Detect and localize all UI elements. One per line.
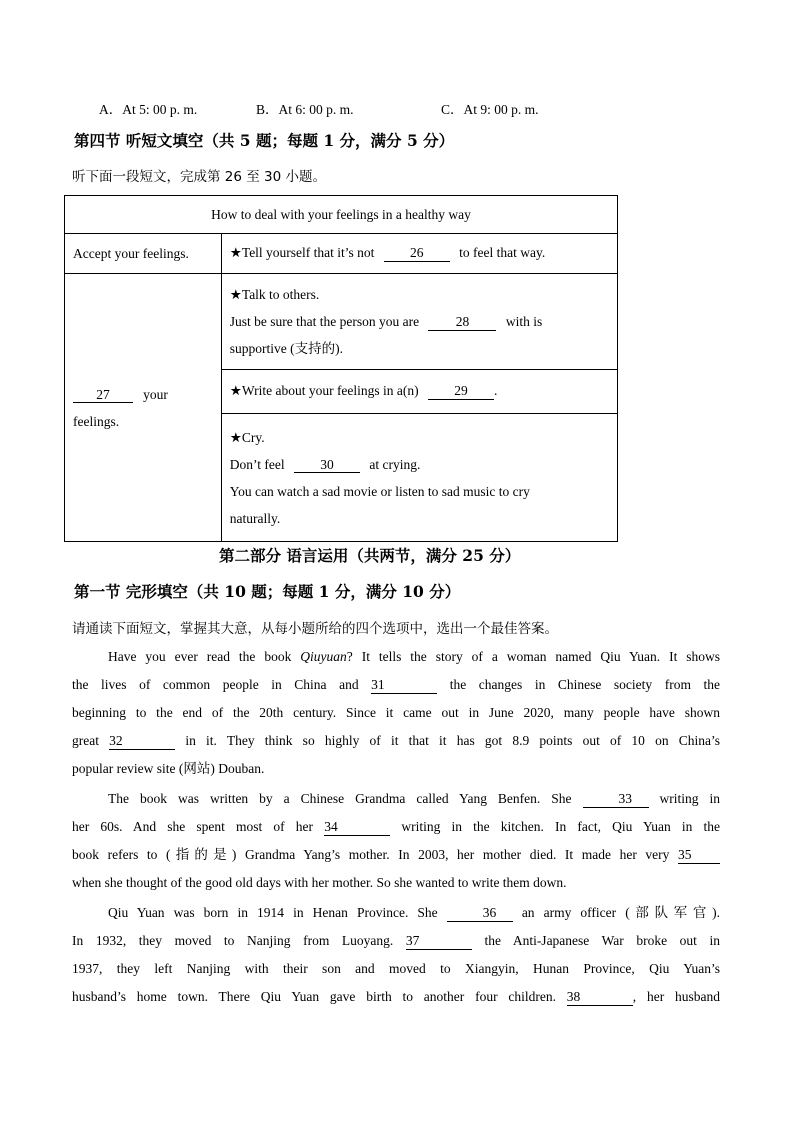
cry-line4: naturally. [229,510,281,526]
passage-line: The book was written by a Chinese Grandma called Yang Benfen. She 33 writing in [108,791,721,806]
table-cell-write [221,370,617,414]
cry-line3: You can watch a sad movie or listen to sad music to cry [229,483,530,499]
passage-line: great 32 in it. They think so highly of it that it has got 8.9 points out of 10 on China’s [72,733,721,748]
passage-line: husband’s home town. There Qiu Yuan gave birth to another four children. 38 , her husband [72,989,721,1004]
passage [72,643,720,1011]
part2-heading: 第二部分 语言运用（共两节，满分 25 分） [219,546,521,565]
tell-text: ★Tell yourself that it’s not [229,245,375,261]
passage-line: In 1932, they moved to Nanjing from Luoyang. 37 the Anti-Japanese War broke out in [72,933,721,948]
passage-line: when she thought of the good old days with her mother. So she wanted to write them down. [72,875,567,890]
tell-text-end: to feel that way. [459,245,546,261]
passage-line: Qiu Yuan was born in 1914 in Henan Province. She 36 an army officer (部队军官). [108,905,721,920]
write-period: . [494,383,498,399]
cry-title: ★Cry. [229,429,265,445]
cry-line2-end: at crying. [369,456,421,472]
blank-36: 36 [447,906,513,922]
section-heading-cloze: 第一节 完形填空（共 10 题；每题 1 分，满分 10 分） [74,582,461,601]
passage-line: book refers to (指的是) Grandma Yang’s mother. In 2003, her mother died. It made her very 35 [72,841,720,869]
blank-27: 27 [73,388,133,404]
cry-line2: Don’t feel [229,456,285,472]
talk-title: ★Talk to others. [229,287,320,302]
express-feelings: feelings. [73,413,120,429]
table-cell-cry [221,414,617,542]
passage-line: 1937, they left Nanjing with their son and moved to Xiangyin, Hunan Province, Qiu Yuan’s [72,961,720,976]
talk-line2-end: with is [505,314,543,329]
talk-line3: supportive (支持的). [229,341,344,356]
table-cell-talk [221,274,617,370]
blank-29: 29 [428,384,494,400]
blank-26: 26 [384,246,450,262]
passage-line: beginning to the end of the 20th century. Since it came out in June 2020, many people have shown [72,705,720,720]
section-instruction-cloze: 请通读下面短文，掌握其大意，从每小题所给的四个选项中，选出一个最佳答案。 [72,621,558,637]
blank-35: 35 [678,848,720,864]
passage-line: her 60s. And she spent most of her 34 writing in the kitchen. In fact, Qiu Yuan in the [72,819,721,834]
blank-37: 37 [406,934,472,950]
blank-33: 33 [583,792,649,808]
option-c: C．At 9: 00 p. m. [441,102,539,117]
talk-line2: Just be sure that the person you are [229,314,420,329]
listening-table [64,195,618,542]
table-title: How to deal with your feelings in a healthy way [65,196,618,234]
section-instruction-listening: 听下面一段短文，完成第 26 至 30 小题。 [72,169,327,185]
book-title: Qiuyuan [300,649,347,664]
blank-34: 34 [324,820,390,836]
blank-30: 30 [294,458,360,474]
express-your: your [143,386,168,402]
blank-31: 31 [371,678,437,694]
table-cell-accept: Accept your feelings. [65,234,222,274]
blank-38: 38 [567,990,633,1006]
passage-line: popular review site (网站) Douban. [72,761,265,776]
blank-32: 32 [109,734,175,750]
passage-line: Have you ever read the book Qiuyuan? It tells the story of a woman named Qiu Yuan. It shows [108,649,721,664]
table-cell-tell [221,234,617,274]
table-cell-express [65,274,222,542]
section-heading-listening: 第四节 听短文填空（共 5 题；每题 1 分，满分 5 分） [74,131,455,150]
passage-line: the lives of common people in China and 31 the changes in Chinese society from the [72,677,721,692]
option-b: B．At 6: 00 p. m. [256,102,354,117]
option-a: A．At 5: 00 p. m. [99,102,198,117]
write-text: ★Write about your feelings in a(n) [229,383,419,399]
blank-28: 28 [428,315,496,331]
